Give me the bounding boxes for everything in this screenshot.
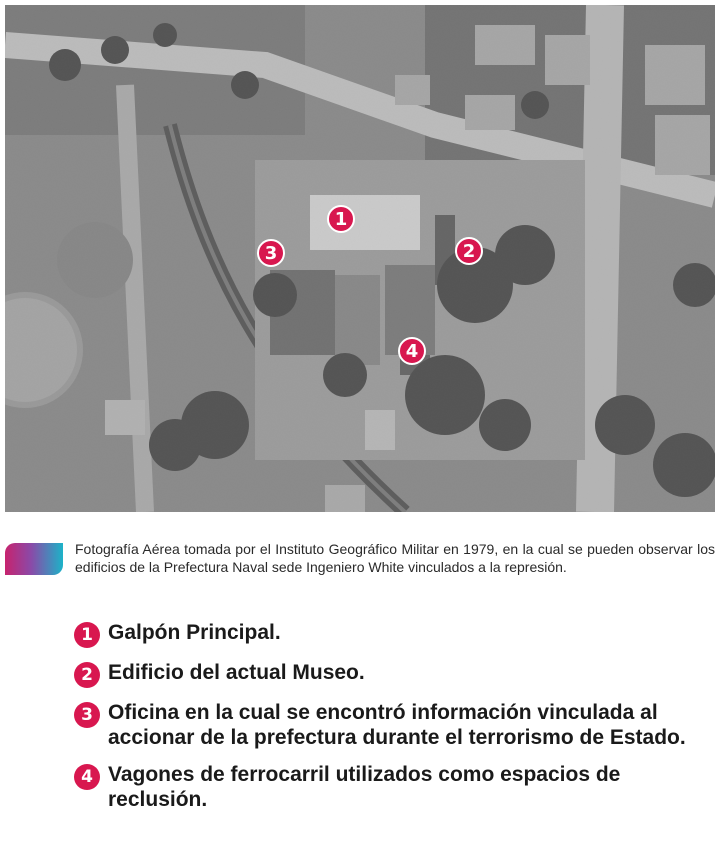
photo-caption: Fotografía Aérea tomada por el Instituto Geográfico Militar en 1979, en la cual se pueden observar los edificios de la Prefectura Naval sede Ingeniero White vinculados a la represión. <box>75 541 715 575</box>
legend-list <box>74 620 714 824</box>
legend-number-badge: 1 <box>74 622 100 648</box>
legend-item <box>74 620 714 648</box>
legend-label: Galpón Principal. <box>108 621 281 644</box>
decorative-gradient-bar <box>5 543 63 575</box>
aerial-photograph <box>5 5 715 512</box>
marker-1: 1 <box>327 205 355 233</box>
legend-item <box>74 762 714 812</box>
legend-item <box>74 700 714 750</box>
legend-item <box>74 660 714 688</box>
legend-label: Edificio del actual Museo. <box>108 661 365 684</box>
legend-number-badge: 2 <box>74 662 100 688</box>
marker-3: 3 <box>257 239 285 267</box>
legend-label: Oficina en la cual se encontró información vinculada al accionar de la prefectura durante el terrorismo de Estado. <box>108 701 686 749</box>
legend-number-badge: 4 <box>74 764 100 790</box>
marker-2: 2 <box>455 237 483 265</box>
legend-number-badge: 3 <box>74 702 100 728</box>
aerial-photo-drawing <box>5 5 715 512</box>
marker-4: 4 <box>398 337 426 365</box>
legend-label: Vagones de ferrocarril utilizados como espacios de reclusión. <box>108 763 621 811</box>
